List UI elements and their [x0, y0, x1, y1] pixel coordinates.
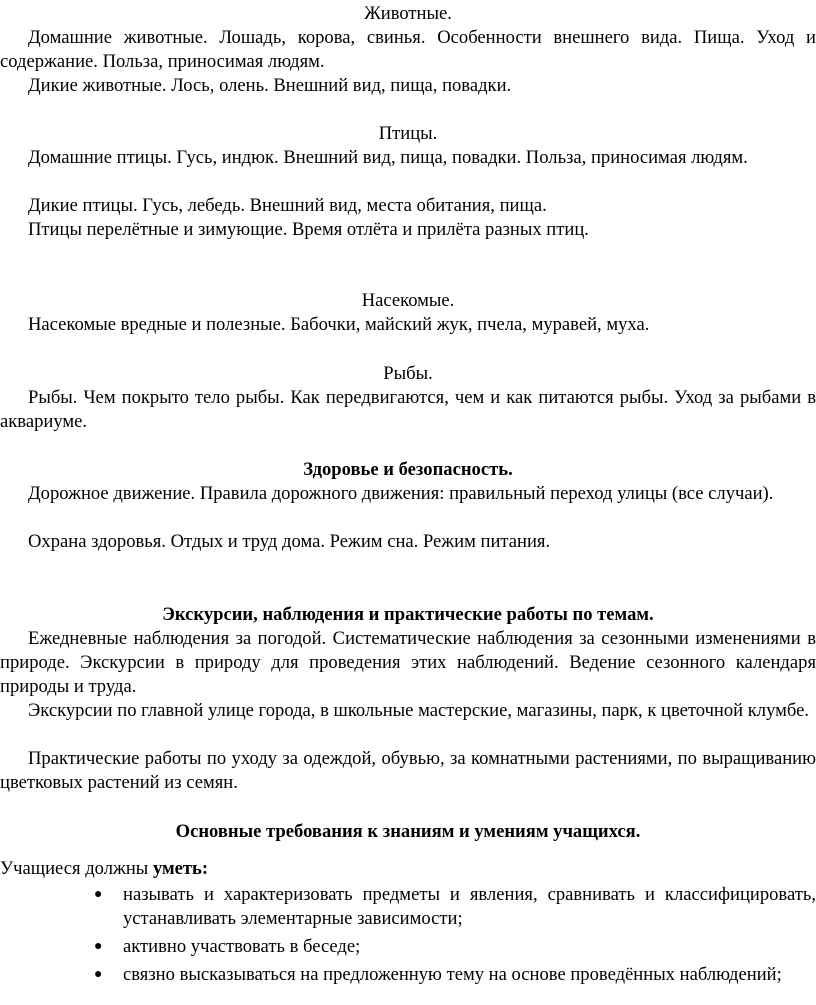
- excursions-paragraph-city: Экскурсии по главной улице города, в школьные мастерские, магазины, парк, к цветочной клумбе.: [28, 700, 810, 721]
- section-heading-requirements: Основные требования к знаниям и умениям учащихся.: [175, 821, 641, 842]
- bullet-icon: ●: [94, 939, 103, 954]
- list-item-text: называть и характеризовать предметы и явления, сравнивать и классифицировать, устанавливать элементарные зависимости;: [123, 884, 816, 929]
- health-paragraph-protection: Охрана здоровья. Отдых и труд дома. Режим сна. Режим питания.: [28, 531, 551, 552]
- requirements-intro-prefix: Учащиеся должны: [0, 858, 153, 879]
- bullet-icon: ●: [94, 887, 103, 902]
- section-heading-animals: Животные.: [364, 3, 452, 24]
- list-item: [0, 883, 816, 931]
- animals-paragraph-wild: Дикие животные. Лось, олень. Внешний вид, пища, повадки.: [28, 75, 512, 96]
- section-heading-excursions: Экскурсии, наблюдения и практические работы по темам.: [162, 604, 654, 625]
- requirements-list: [0, 883, 816, 987]
- birds-paragraph-domestic: Домашние птицы. Гусь, индюк. Внешний вид, пища, повадки. Польза, приносимая людям.: [28, 147, 748, 168]
- animals-paragraph-domestic: Домашние животные. Лошадь, корова, свинья. Особенности внешнего вида. Пища. Уход и содержание. Польза, приносимая людям.: [0, 27, 816, 72]
- section-heading-health: Здоровье и безопасность.: [303, 459, 513, 480]
- section-heading-birds: Птицы.: [378, 123, 438, 144]
- list-item-text: связно высказываться на предложенную тему на основе проведённых наблюдений;: [123, 964, 782, 985]
- birds-paragraph-migratory: Птицы перелётные и зимующие. Время отлёта и прилёта разных птиц.: [28, 219, 589, 240]
- list-item: [0, 935, 816, 959]
- insects-paragraph: Насекомые вредные и полезные. Бабочки, майский жук, пчела, муравей, муха.: [28, 314, 650, 335]
- requirements-intro-bold: уметь:: [152, 858, 209, 879]
- requirements-intro: [0, 857, 816, 881]
- list-item: [0, 963, 816, 987]
- bullet-icon: ●: [94, 967, 103, 982]
- section-heading-fish: Рыбы.: [383, 363, 433, 384]
- list-item-text: активно участвовать в беседе;: [123, 936, 361, 957]
- section-heading-insects: Насекомые.: [361, 290, 455, 311]
- health-paragraph-traffic: Дорожное движение. Правила дорожного движения: правильный переход улицы (все случаи).: [28, 483, 774, 504]
- excursions-paragraph-practical: Практические работы по уходу за одеждой, обувью, за комнатными растениями, по выращиванию цветковых растений из семян.: [0, 748, 816, 793]
- birds-paragraph-wild: Дикие птицы. Гусь, лебедь. Внешний вид, места обитания, пища.: [28, 195, 547, 216]
- excursions-paragraph-observations: Ежедневные наблюдения за погодой. Систематические наблюдения за сезонными изменениями в природе. Экскурсии в природу для проведения этих наблюдений. Ведение сезонного календаря природы и труда.: [0, 628, 816, 697]
- fish-paragraph: Рыбы. Чем покрыто тело рыбы. Как передвигаются, чем и как питаются рыбы. Уход за рыбами в аквариуме.: [0, 387, 816, 432]
